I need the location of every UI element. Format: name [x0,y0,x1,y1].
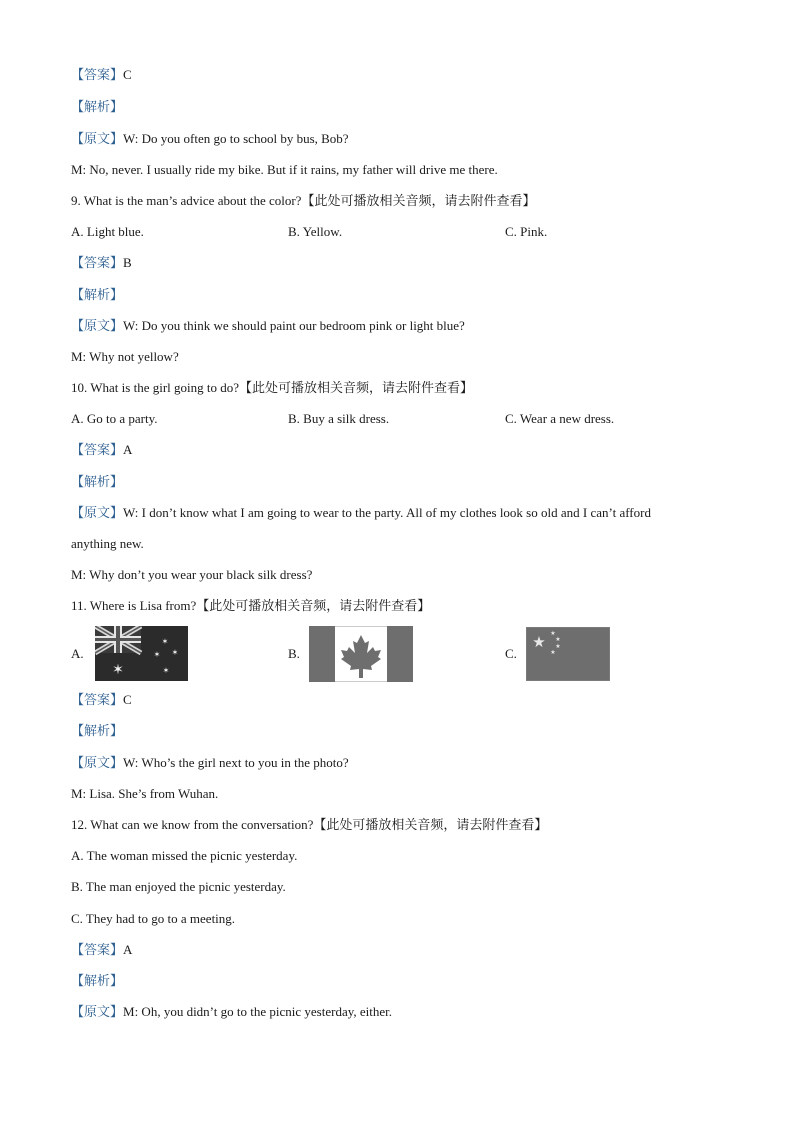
original-tag: 【原文】 [71,132,124,147]
q9-option-a: A. Light blue. [71,224,144,239]
svg-text:✶: ✶ [161,637,169,646]
q8-answer-line [71,66,132,84]
q9-question: 9. What is the man’s advice about the color?【此处可播放相关音频，请去附件查看】 [71,193,536,209]
svg-text:★: ★ [550,630,556,637]
original-tag: 【原文】 [71,1005,124,1020]
audio-note: 【此处可播放相关音频，请去附件查看】 [301,194,536,209]
q12-answer-line [71,941,132,959]
q8-transcript-2: M: No, never. I usually ride my bike. But if it rains, my father will drive me there. [71,162,498,177]
svg-text:✶: ✶ [162,666,170,675]
q11-option-a-label: A. [71,646,84,661]
q10-transcript-2: anything new. [71,536,144,551]
q11-transcript-1: 【原文】W: Who’s the girl next to you in the photo? [71,755,349,771]
australia-flag-icon [95,626,188,681]
q12-analysis-line [71,972,123,990]
original-tag: 【原文】 [71,319,124,334]
q9-analysis-line [71,286,123,304]
original-tag: 【原文】 [71,756,124,771]
analysis-tag: 【解析】 [71,288,124,303]
q12-transcript-1: 【原文】M: Oh, you didn’t go to the picnic yesterday, either. [71,1004,392,1020]
svg-text:★: ★ [532,633,546,651]
q11-analysis-line [71,722,123,740]
q10-answer: A [123,442,133,457]
analysis-tag: 【解析】 [71,724,124,739]
analysis-tag: 【解析】 [71,974,124,989]
q12-option-a: A. The woman missed the picnic yesterday. [71,848,298,863]
q10-transcript-3: M: Why don’t you wear your black silk dress? [71,567,313,582]
q8-answer: C [123,67,132,82]
q10-transcript-1: 【原文】W: I don’t know what I am going to wear to the party. All of my clothes look so old and I can’t afford [71,505,651,521]
q9-transcript-2: M: Why not yellow? [71,349,179,364]
analysis-tag: 【解析】 [71,100,124,115]
q11-answer-line [71,691,132,709]
q12-answer: A [123,942,133,957]
answer-tag: 【答案】 [71,943,124,958]
q8-analysis-line [71,98,123,116]
q9-answer-line [71,254,132,272]
audio-note: 【此处可播放相关音频，请去附件查看】 [313,818,548,833]
canada-flag-icon [309,626,413,682]
answer-tag: 【答案】 [71,68,124,83]
answer-tag: 【答案】 [71,693,124,708]
audio-note: 【此处可播放相关音频，请去附件查看】 [196,599,431,614]
q11-answer: C [123,692,132,707]
q11-option-b-label: B. [288,646,300,661]
q10-option-c: C. Wear a new dress. [505,411,615,426]
q10-analysis-line [71,473,123,491]
svg-text:★: ★ [555,636,561,643]
q12-question: 12. What can we know from the conversation?【此处可播放相关音频，请去附件查看】 [71,817,548,833]
q9-answer: B [123,255,132,270]
china-flag-icon [526,627,610,681]
original-tag: 【原文】 [71,506,124,521]
q12-option-c: C. They had to go to a meeting. [71,911,236,926]
svg-text:✶: ✶ [153,650,161,659]
audio-note: 【此处可播放相关音频，请去附件查看】 [239,381,474,396]
q8-transcript-1: 【原文】W: Do you often go to school by bus, Bob? [71,131,349,147]
q10-option-a: A. Go to a party. [71,411,158,426]
answer-tag: 【答案】 [71,443,124,458]
q11-transcript-2: M: Lisa. She’s from Wuhan. [71,786,219,801]
q9-option-c: C. Pink. [505,224,548,239]
svg-text:✶: ✶ [112,662,124,678]
svg-text:✶: ✶ [171,648,179,657]
svg-text:★: ★ [550,649,556,656]
q10-option-b: B. Buy a silk dress. [288,411,390,426]
q9-transcript-1: 【原文】W: Do you think we should paint our bedroom pink or light blue? [71,318,465,334]
q9-option-b: B. Yellow. [288,224,343,239]
q11-question: 11. Where is Lisa from?【此处可播放相关音频，请去附件查看】 [71,598,431,614]
analysis-tag: 【解析】 [71,475,124,490]
q10-answer-line [71,441,132,459]
q11-option-c-label: C. [505,646,517,661]
q10-question: 10. What is the girl going to do?【此处可播放相关音频，请去附件查看】 [71,380,474,396]
svg-text:★: ★ [555,643,561,650]
answer-tag: 【答案】 [71,256,124,271]
q12-option-b: B. The man enjoyed the picnic yesterday. [71,879,286,894]
